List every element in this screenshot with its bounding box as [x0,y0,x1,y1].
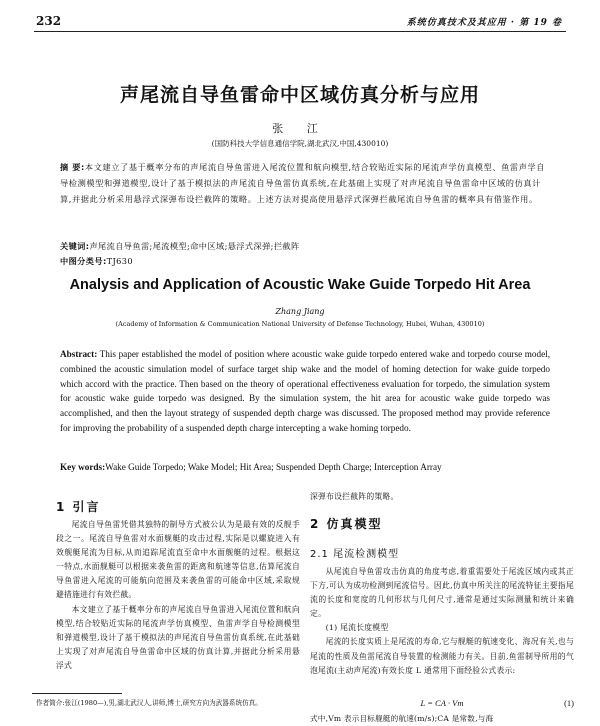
right-column-body [310,565,574,695]
left-column [56,518,300,690]
chinese-author: 张 江 [272,122,328,135]
en-keywords-label: Key words: [60,462,106,472]
footnote-rule [32,693,122,694]
right-column-carryover: 深弹布设拦截阵的策略。 [310,492,399,501]
running-header: 系统仿真技术及其应用 · 第 19 卷 [406,18,562,28]
wake-length-item: (1) 尾流长度模型 [325,623,389,633]
en-keywords-text: Wake Guide Torpedo; Wake Model; Hit Area; Suspended Depth Charge; Interception Array [105,462,442,472]
abstract-text: 本文建立了基于概率分布的声尾流自导鱼雷进入尾流位置和航向模型,结合较贴近实际的尾流声学仿真模型、鱼雷声学自导检测模型和弹道模型,设计了基于模拟法的声尾流自导鱼雷仿真系统,在此基础上实现了对声尾流自导鱼雷命中区域的仿真计算,并据此分析采用悬浮式深弹布设拦截阵的策略。上述方法对提高使用悬浮式深弹拦截尾流自导鱼雷的概率具有借鉴作用。 [60,162,546,205]
chinese-keywords [60,241,548,252]
abstract-label: 摘 要: [60,162,85,172]
english-abstract [60,347,550,436]
header-rule [34,31,566,32]
section-1-heading: 1 引言 [56,500,101,514]
en-abstract-text: This paper established the model of position where acoustic wake guide torpedo entered wake and torpedo course model, combined the acoustic simulation model of surface target ship wake and the model of homing detection for wake guide torpedo which accord with the practice. Then based on the theory of operational effectiveness evaluation for torpedo, the simulation system for acoustic wake guide torpedo was designed. By the simulation system, the hit area for acoustic wake guide torpedo was accomplished, and then the layout strategy of suspended depth charge was discussed. The proposed method may provide reference for improving the probability of a suspended depth charge intercepting a wake homing torpedo. [60,349,550,433]
chinese-title: 声尾流自导鱼雷命中区域仿真分析与应用 [119,84,480,106]
wake-length-paragraph: 尾流的长度实质上是尾流的寿命,它与舰艇的航速变化、海况有关,也与尾流的性质及鱼雷尾流自导装置的检测能力有关。目前,鱼雷制导所用的气泡尾流(主动声尾流)有效长度 L 通常用下面经验公式表示: [310,637,574,675]
chinese-abstract [60,159,548,208]
equation-number: (1) [564,698,574,708]
page-number: 232 [36,14,62,28]
english-affiliation: (Academy of Information & Communication National University of Defense Technology, Hubei, Wuhan, 430010) [115,320,485,328]
english-keywords [60,462,550,472]
author-footnote: 作者简介:张江(1980—),男,湖北武汉人,讲师,博士,研究方向为武器系统仿真。 [36,699,262,707]
english-title: Analysis and Application of Acoustic Wake Guide Torpedo Hit Area [69,277,531,293]
equation-follow-text: 式中,Vm 表示目标舰艇的航速(m/s);CA 是常数,与海 [310,714,494,723]
english-author: Zhang Jiang [275,307,325,316]
keywords-label: 关键词: [60,241,90,251]
wake-detection-paragraph: 从尾流自导鱼雷攻击仿真的角度考虑,着重需要处于尾流区域内或其正下方,可认为成功检测到尾流信号。因此,仿真中所关注的尾流特征主要指尾流的长度和宽度的几何形状与几何尺寸,通常是通过实际测量和统计来确定。 [310,567,574,619]
keywords-text: 声尾流自导鱼雷;尾流模型;命中区域;悬浮式深弹;拦截阵 [89,241,300,251]
intro-paragraph-2: 本文建立了基于概率分布的声尾流自导鱼雷进入尾流位置和航向模型,结合较贴近实际的尾流声学仿真模型、鱼雷声学自导检测模型和弹道模型,设计了基于模拟法的声尾流自导鱼雷仿真系统,在此基础上实现了对声尾流自导鱼雷命中区域的仿真计算,并据此分析采用悬浮式 [56,604,300,670]
section-2-heading: 2 仿真模型 [310,517,383,531]
intro-paragraph-1: 尾流自导鱼雷凭借其独特的制导方式被公认为是最有效的反舰手段之一。尾流自导鱼雷对水面舰艇的攻击过程,实际是以螺旋进入有效舰艇尾流为目标,从而追踪尾流直至命中水面舰艇的过程。根据这一特点,水面舰艇可以根据来袭鱼雷的距离和航速等信息,估算尾流自导鱼雷进入尾流的可能航向范围及来袭鱼雷的可能命中区域,采取规避措施进行有效拦截。 [56,520,300,600]
classification [60,256,548,267]
section-2-1-heading: 2.1 尾流检测模型 [310,549,400,560]
class-number: TJ630 [106,256,133,266]
chinese-affiliation: (国防科技大学信息通信学院,湖北武汉,中国,430010) [211,139,389,148]
class-label: 中图分类号: [60,256,107,266]
equation-body: L = CA · Vm [420,698,464,708]
en-abstract-label: Abstract: [60,349,98,359]
